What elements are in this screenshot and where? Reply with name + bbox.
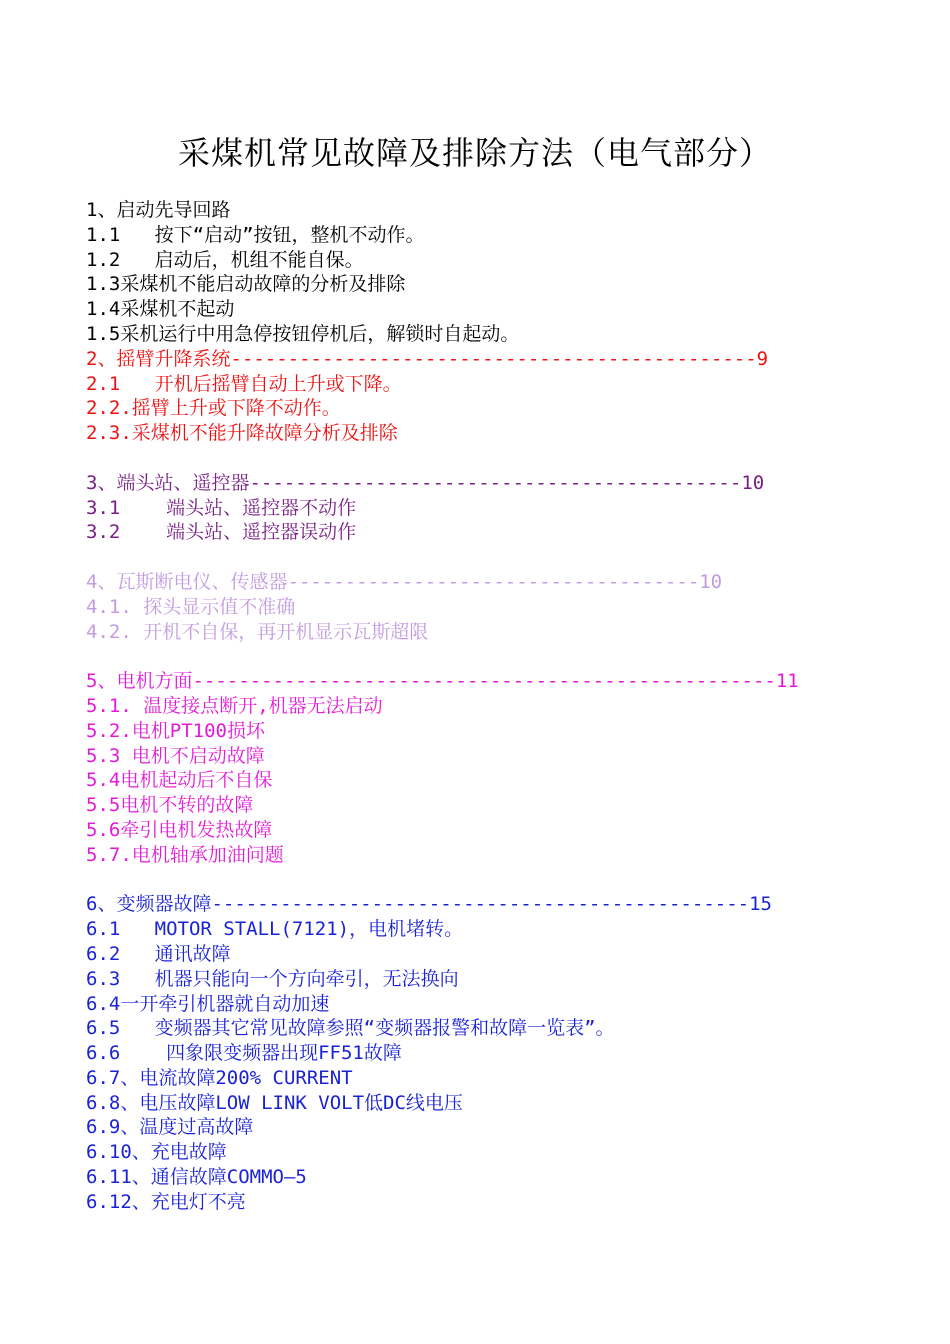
toc-item: 5.5电机不转的故障 bbox=[86, 794, 254, 817]
toc-item: 5.6牵引电机发热故障 bbox=[86, 818, 273, 841]
toc-item: 6.5 变频器其它常见故障参照“变频器报警和故障一览表”。 bbox=[86, 1017, 615, 1040]
section-6 bbox=[86, 892, 886, 1214]
toc-item: 6.3 机器只能向一个方向牵引，无法换向 bbox=[86, 967, 459, 990]
spacer bbox=[86, 868, 886, 893]
section-heading: 6、变频器故障-----------------------------------------------15 bbox=[86, 893, 772, 916]
section-heading: 4、瓦斯断电仪、传感器------------------------------------10 bbox=[86, 570, 723, 593]
section-5 bbox=[86, 669, 886, 867]
toc-item: 1.3采煤机不能启动故障的分析及排除 bbox=[86, 273, 406, 296]
toc-item: 2.3.采煤机不能升降故障分析及排除 bbox=[86, 422, 398, 445]
toc-item: 5.2.电机PT100损坏 bbox=[86, 719, 265, 742]
table-of-contents bbox=[86, 198, 886, 1215]
toc-item: 5.1. 温度接点断开,机器无法启动 bbox=[86, 694, 383, 717]
section-4 bbox=[86, 570, 886, 644]
toc-item: 6.10、充电故障 bbox=[86, 1141, 227, 1164]
document-title: 采煤机常见故障及排除方法（电气部分） bbox=[177, 134, 772, 172]
toc-item: 6.11、通信故障COMMO—5 bbox=[86, 1166, 307, 1189]
toc-item: 4.2. 开机不自保，再开机显示瓦斯超限 bbox=[86, 620, 429, 643]
toc-item: 1.2 启动后，机组不能自保。 bbox=[86, 248, 364, 271]
toc-item: 6.6 四象限变频器出现FF51故障 bbox=[86, 1042, 402, 1065]
toc-item: 6.7、电流故障200% CURRENT bbox=[86, 1066, 353, 1089]
toc-item: 1.4采煤机不起动 bbox=[86, 298, 235, 321]
toc-item: 5.4电机起动后不自保 bbox=[86, 769, 273, 792]
spacer bbox=[86, 446, 886, 471]
toc-item: 1.5采机运行中用急停按钮停机后，解锁时自起动。 bbox=[86, 322, 520, 345]
toc-item: 5.7.电机轴承加油问题 bbox=[86, 843, 284, 866]
section-heading: 1、启动先导回路 bbox=[86, 199, 231, 221]
toc-item: 3.2 端头站、遥控器误动作 bbox=[86, 521, 357, 544]
toc-item: 6.9、温度过高故障 bbox=[86, 1116, 254, 1139]
section-heading: 2、摇臂升降系统----------------------------------------------9 bbox=[86, 347, 769, 370]
section-heading: 3、端头站、遥控器-------------------------------------------10 bbox=[86, 471, 765, 494]
toc-item: 6.4一开牵引机器就自动加速 bbox=[86, 992, 330, 1015]
toc-item: 6.8、电压故障LOW LINK VOLT低DC线电压 bbox=[86, 1091, 463, 1114]
toc-item: 1.1 按下“启动”按钮，整机不动作。 bbox=[86, 223, 425, 246]
toc-item: 5.3 电机不启动故障 bbox=[86, 744, 265, 767]
toc-item: 6.2 通讯故障 bbox=[86, 942, 231, 965]
toc-item: 2.1 开机后摇臂自动上升或下降。 bbox=[86, 372, 402, 395]
section-3 bbox=[86, 471, 886, 545]
spacer bbox=[86, 545, 886, 570]
section-heading: 5、电机方面---------------------------------------------------11 bbox=[86, 670, 799, 693]
toc-item: 4.1. 探头显示值不准确 bbox=[86, 595, 296, 618]
toc-item: 6.12、充电灯不亮 bbox=[86, 1190, 246, 1213]
toc-item: 2.2.摇臂上升或下降不动作。 bbox=[86, 397, 341, 420]
section-1 bbox=[86, 198, 886, 347]
toc-item: 3.1 端头站、遥控器不动作 bbox=[86, 496, 357, 519]
section-2 bbox=[86, 347, 886, 446]
spacer bbox=[86, 644, 886, 669]
toc-item: 6.1 MOTOR STALL(7121)，电机堵转。 bbox=[86, 918, 464, 941]
